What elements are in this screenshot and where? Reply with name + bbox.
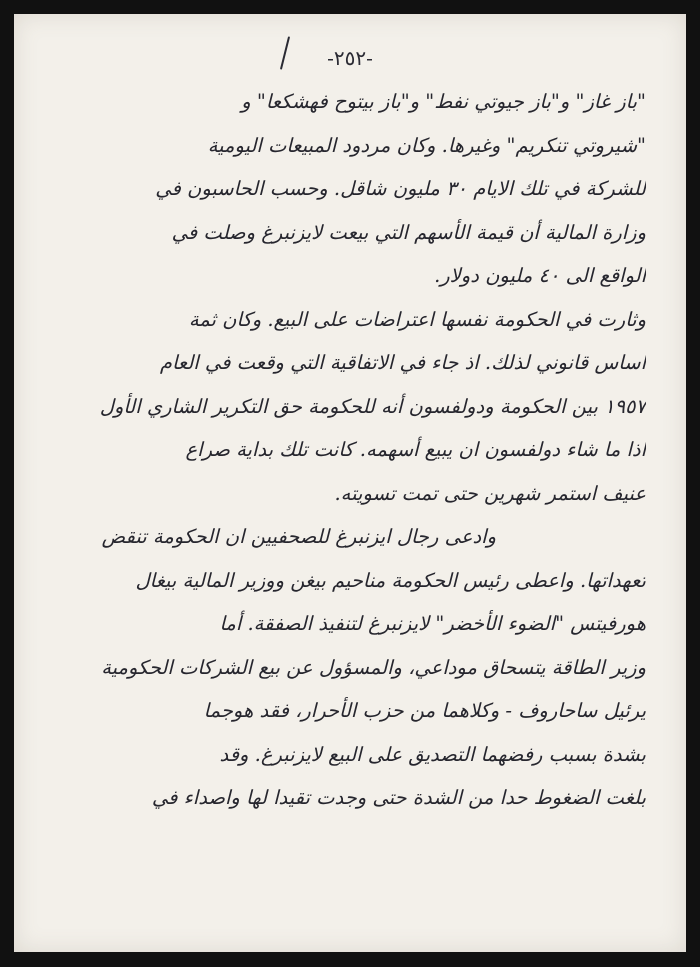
text-line: بشدة بسبب رفضهما التصديق على البيع لايزنبرغ. وقد — [219, 742, 646, 766]
text-line: تعهداتها. واعطى رئيس الحكومة مناحيم بيغن ووزير المالية بيغال — [135, 568, 646, 592]
text-line: "باز غاز" و"باز جيوتي نفط" و"باز بيتوح فهشكعا" و — [241, 90, 646, 113]
text-line: بلغت الضغوط حدا من الشدة حتى وجدت تقيدا لها واصداء في — [151, 786, 646, 809]
text-line: اذا ما شاء دولفسون ان يبيع أسهمه. كانت تلك بداية صراع — [185, 438, 646, 461]
text-line: وادعى رجال ايزنبرغ للصحفيين ان الحكومة تنقض — [101, 525, 496, 548]
text-line: اساس قانوني لذلك. اذ جاء في الاتفاقية التي وقعت في العام — [159, 351, 646, 374]
text-line: هورفيتس "الضوء الأخضر" لايزنبرغ لتنفيذ الصفقة. أما — [219, 612, 646, 635]
text-line: وزارة المالية أن قيمة الأسهم التي بيعت لايزنبرغ وصلت في — [171, 220, 646, 244]
page-number: -٢٥٢- — [327, 46, 373, 70]
handwritten-text-block — [52, 80, 646, 820]
text-line: يرئيل ساحاروف - وكلاهما من حزب الأحرار، فقد هوجما — [203, 699, 646, 722]
manuscript-page — [14, 14, 686, 952]
text-line: ١٩٥٧ بين الحكومة ودولفسون أنه للحكومة حق التكرير الشاري الأول — [99, 394, 646, 418]
text-line: وزير الطاقة يتسحاق موداعي، والمسؤول عن بيع الشركات الحكومية — [101, 655, 646, 679]
text-line: "شيروتي تنكريم" وغيرها. وكان مردود المبيعات اليومية — [207, 133, 646, 157]
text-line: عنيف استمر شهرين حتى تمت تسويته. — [334, 481, 646, 505]
text-line: وثارت في الحكومة نفسها اعتراضات على البيع. وكان ثمة — [188, 307, 646, 331]
text-line: للشركة في تلك الايام ٣٠ مليون شاقل. وحسب الحاسبون في — [155, 177, 646, 200]
text-line: الواقع الى ٤٠ مليون دولار. — [434, 264, 646, 287]
